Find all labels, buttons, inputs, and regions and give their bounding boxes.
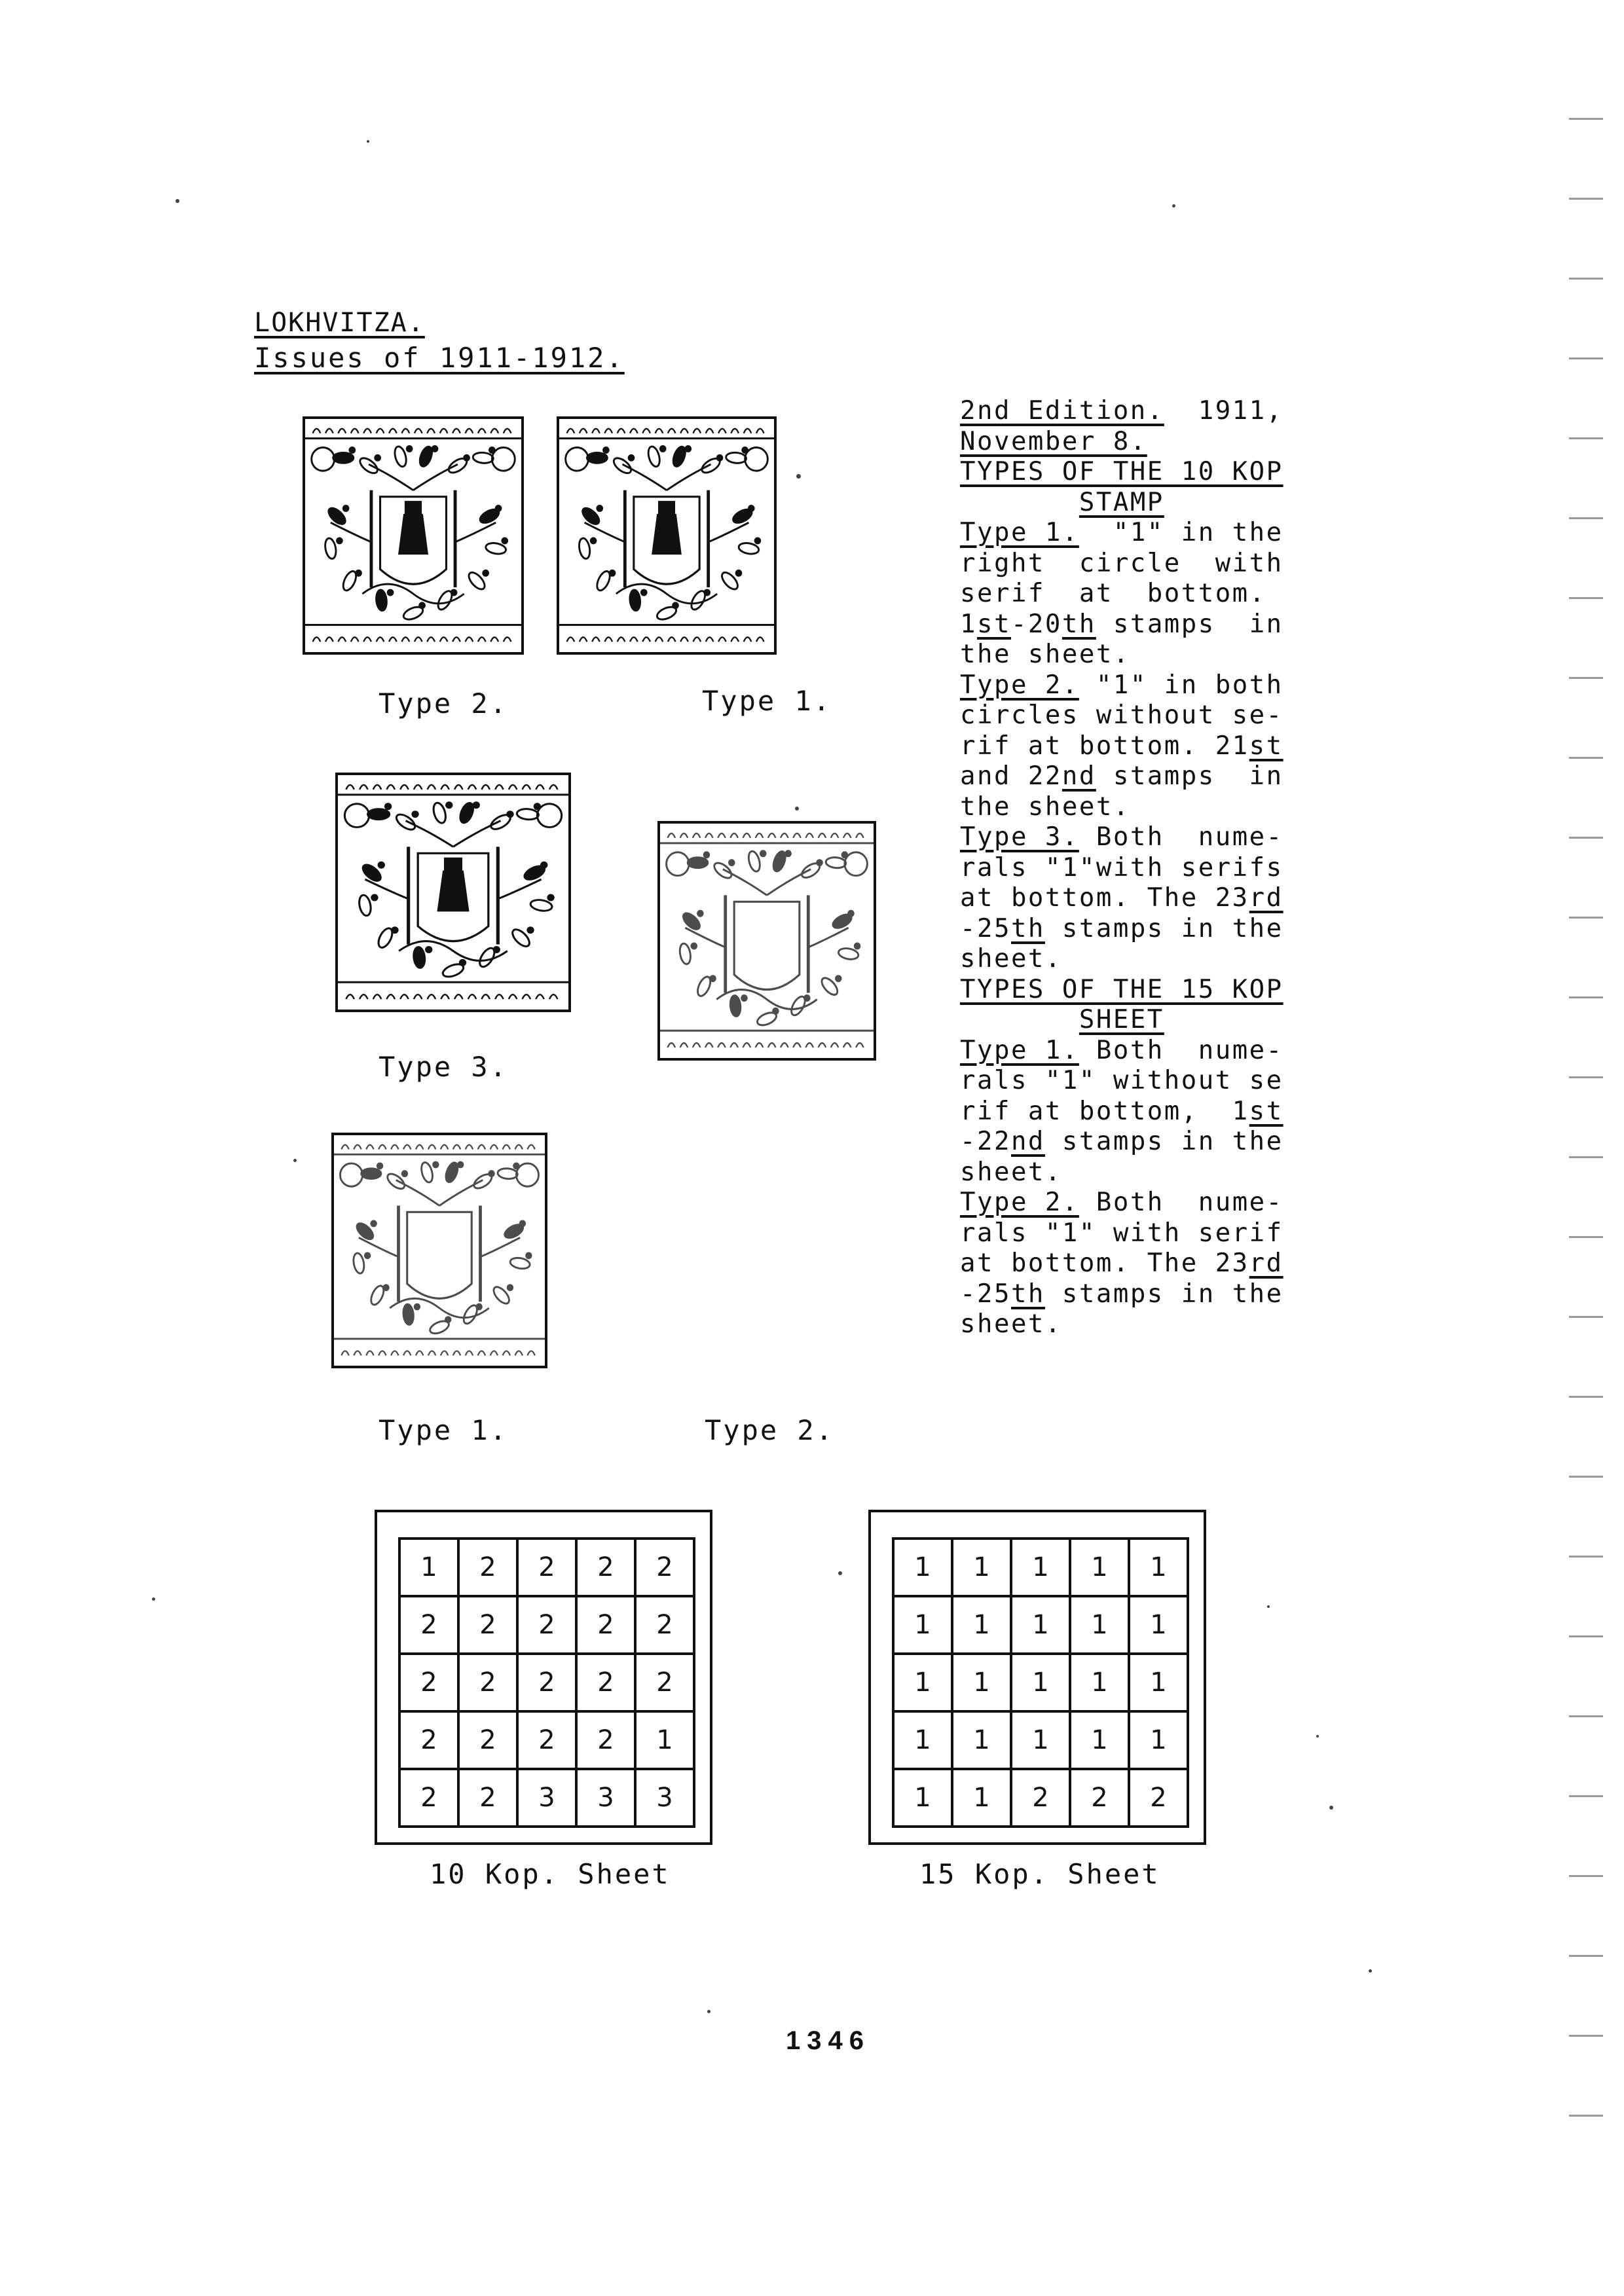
binder-edge-mark [1569,996,1603,998]
description-text: circles without se- [960,701,1283,730]
sheet-cell: 1 [893,1711,952,1769]
description-text: stamps in [1096,761,1283,791]
description-text: November 8. [960,426,1147,456]
section-subtitle: Issues of 1911-1912. [254,342,625,374]
scan-speck [1267,1605,1270,1608]
sheet-cell: 1 [1011,1711,1070,1769]
description-text: at bottom. The 23 [960,883,1249,913]
scan-speck [796,474,801,479]
sheet-cell: 1 [893,1769,952,1827]
scan-speck [293,1159,297,1162]
stamp-15kop-type2 [657,821,876,1061]
stamp-engraving [305,419,521,652]
sheet-cell: 2 [1011,1769,1070,1827]
description-line [960,1218,1314,1249]
sheet-cell: 1 [1011,1539,1070,1596]
sheet-cell: 2 [576,1596,635,1654]
description-line [960,731,1314,762]
stamp-caption: Type 2. [705,1414,835,1446]
section-title: LOKHVITZA. [254,308,425,338]
stamp-caption: Type 1. [378,1414,509,1446]
description-line [960,640,1314,670]
description-text: right circle with [960,548,1283,578]
scan-speck [152,1597,155,1601]
sheet-row [893,1539,1188,1596]
binder-edge-mark [1569,1316,1603,1318]
description-text: TYPES OF THE 10 KOP [960,457,1283,486]
description-text: st [976,609,1011,639]
sheet-cell: 1 [952,1769,1011,1827]
description-text: Type 2. [960,1188,1079,1217]
sheet-cell: 2 [635,1596,694,1654]
binder-edge-mark [1569,677,1603,679]
description-line [960,1127,1314,1157]
sheet-cell: 2 [458,1596,517,1654]
sheet-cell: 1 [1129,1539,1188,1596]
sheet-cell: 1 [1070,1596,1129,1654]
description-line [960,549,1314,579]
sheet-cell: 1 [1070,1711,1129,1769]
stamp-15kop-type1 [331,1133,547,1368]
sheet-cell: 2 [576,1711,635,1769]
sheet-cell: 2 [399,1711,458,1769]
description-text: nd [1010,1127,1045,1156]
description-line [960,579,1314,610]
description-line [960,1157,1314,1188]
sheet-cell: 2 [576,1539,635,1596]
description-text: rals "1" with serif [960,1218,1283,1248]
description-text: rif at bottom. 21 [960,731,1249,761]
description-text: rals "1" without se [960,1066,1283,1095]
sheet-cell: 2 [458,1769,517,1827]
description-line [960,822,1314,853]
sheet-cell: 1 [1011,1654,1070,1711]
description-line [960,883,1314,914]
sheet-cell: 1 [952,1711,1011,1769]
description-line [960,914,1314,945]
sheet-cell: 2 [517,1711,576,1769]
description-line [960,610,1314,640]
scan-speck [1172,204,1175,208]
binder-edge-mark [1569,757,1603,759]
description-line [960,1248,1314,1279]
binder-edge-mark [1569,2115,1603,2117]
description-text: rd [1249,1248,1283,1278]
description-text: Both nume- [1079,822,1283,852]
description-text: and 22 [960,761,1062,791]
binder-edge-mark [1569,837,1603,839]
description-text: -22 [960,1127,1011,1156]
sheet-cell: 1 [952,1654,1011,1711]
binder-edge-mark [1569,1635,1603,1637]
sheet-cell: 2 [517,1596,576,1654]
description-line [960,1036,1314,1066]
binder-edge-mark [1569,437,1603,439]
description-line [960,1188,1314,1218]
sheet-row [399,1654,694,1711]
sheet-cell: 2 [1129,1769,1188,1827]
description-text: stamps in the [1044,1279,1283,1309]
description-text: Both nume- [1079,1035,1283,1065]
description-text: st [1249,731,1283,761]
sheet-cell: 2 [458,1539,517,1596]
sheet-cell: 1 [952,1596,1011,1654]
binder-edge-mark [1569,1396,1603,1398]
sheet-label-10kop: 10 Kop. Sheet [430,1858,671,1890]
description-text: the sheet. [960,640,1130,669]
description-line [960,1279,1314,1310]
description-text: stamps in the [1044,1127,1283,1156]
description-text: sheet. [960,1157,1062,1187]
description-text: Type 1. [960,1035,1079,1065]
description-line [960,944,1314,975]
sheet-cell: 1 [893,1539,952,1596]
description-line [960,518,1314,549]
stamp-caption: Type 2. [378,687,509,720]
page-number: 1346 [786,2026,870,2055]
binder-edge-mark [1569,517,1603,519]
sheet-row [893,1596,1188,1654]
binder-edge-mark [1569,1795,1603,1797]
sheet-grid-15kop [892,1537,1189,1828]
sheet-row [893,1654,1188,1711]
description-text: -20 [1010,609,1062,639]
description-text: "1" in both [1079,670,1283,700]
sheet-cell: 2 [458,1711,517,1769]
sheet-cell: 3 [576,1769,635,1827]
scan-speck [795,807,799,811]
scan-speck [707,2010,710,2013]
sheet-cell: 2 [635,1539,694,1596]
description-line [960,761,1314,792]
scan-speck [1316,1735,1319,1738]
binder-edge-mark [1569,1156,1603,1158]
sheet-cell: 1 [1070,1654,1129,1711]
description-text: rals "1"with serifs [960,852,1283,883]
binder-edge-mark [1569,1236,1603,1238]
description-line [960,853,1314,884]
sheet-row [399,1539,694,1596]
stamp-engraving [334,1135,545,1366]
description-text: at bottom. The 23 [960,1248,1249,1278]
scan-speck [367,140,369,143]
sheet-row [893,1711,1188,1769]
stamp-10kop-type2 [303,416,524,655]
sheet-cell: 1 [635,1711,694,1769]
description-line [960,670,1314,701]
sheet-row [893,1769,1188,1827]
sheet-cell: 2 [1070,1769,1129,1827]
scan-speck [1369,1969,1372,1973]
binder-edge-mark [1569,597,1603,599]
description-text: sheet. [960,944,1062,974]
sheet-cell: 2 [576,1654,635,1711]
sheet-cell: 1 [1070,1539,1129,1596]
description-line [960,488,1314,519]
sheet-cell: 1 [893,1596,952,1654]
description-text: Type 1. [960,518,1079,547]
sheet-cell: 1 [952,1539,1011,1596]
sheet-cell: 3 [517,1769,576,1827]
sheet-row [399,1596,694,1654]
binder-edge-mark [1569,198,1603,200]
binder-edge-mark [1569,1955,1603,1957]
scan-speck [1329,1806,1333,1810]
stamp-10kop-type1 [557,416,777,655]
stamp-caption: Type 1. [702,685,832,717]
description-line [960,1066,1314,1097]
description-text: serif at bottom. [960,579,1266,608]
scan-speck [838,1571,842,1575]
binder-edge-mark [1569,2035,1603,2037]
description-text: th [1061,609,1096,639]
binder-edge-mark [1569,357,1603,359]
binder-edge-mark [1569,1875,1603,1877]
sheet-cell: 1 [1129,1654,1188,1711]
description-text: Type 2. [960,670,1079,700]
stamp-engraving [660,824,874,1058]
description-text: sheet. [960,1309,1062,1339]
description-text: Type 3. [960,822,1079,852]
binder-edge-mark [1569,1076,1603,1078]
description-text: SHEET [1079,1005,1164,1034]
description-text: nd [1061,761,1096,791]
description-line [960,427,1314,458]
stamp-caption: Type 3. [378,1051,509,1083]
sheet-cell: 2 [399,1654,458,1711]
sheet-cell: 2 [635,1654,694,1711]
description-text: rif at bottom, 1 [960,1096,1249,1126]
description-line [960,1097,1314,1127]
description-text: -25 [960,913,1011,943]
description-line [960,975,1314,1006]
sheet-cell: 2 [399,1769,458,1827]
binder-edge-mark [1569,917,1603,919]
description-text: the sheet. [960,792,1130,822]
sheet-row [399,1769,694,1827]
stamp-10kop-type3 [335,773,571,1012]
sheet-grid-10kop [398,1537,695,1828]
edition-description [960,396,1314,1340]
sheet-cell: 1 [399,1539,458,1596]
description-line [960,1309,1314,1340]
description-line [960,457,1314,488]
sheet-cell: 1 [1129,1596,1188,1654]
binder-edge-mark [1569,1715,1603,1717]
binder-edge-mark [1569,278,1603,280]
sheet-row [399,1711,694,1769]
description-text: -25 [960,1279,1011,1309]
description-text: st [1249,1096,1283,1126]
description-text: rd [1249,883,1283,913]
sheet-cell: 3 [635,1769,694,1827]
description-text: 2nd Edition. [960,396,1164,426]
description-text: STAMP [1079,487,1164,517]
sheet-cell: 1 [1011,1596,1070,1654]
sheet-cell: 2 [458,1654,517,1711]
stamp-engraving [559,419,774,652]
description-line [960,792,1314,823]
description-line [960,1005,1314,1036]
description-line [960,701,1314,731]
scan-speck [175,199,179,203]
description-line [960,396,1314,427]
description-text: th [1010,913,1045,943]
description-text [960,1005,1079,1034]
binder-edge-mark [1569,1556,1603,1558]
description-text: stamps in [1096,609,1283,639]
binder-edge-mark [1569,118,1603,120]
binder-edge-mark [1569,1476,1603,1478]
description-text: "1" in the [1079,518,1283,547]
sheet-cell: 1 [1129,1711,1188,1769]
description-text: 1 [960,609,977,639]
description-text [960,488,1079,517]
stamp-engraving [338,775,568,1010]
description-text: TYPES OF THE 15 KOP [960,974,1283,1004]
sheet-cell: 2 [517,1539,576,1596]
description-text: Both nume- [1079,1188,1283,1217]
sheet-cell: 1 [893,1654,952,1711]
description-text: 1911, [1164,396,1283,426]
sheet-label-15kop: 15 Kop. Sheet [919,1858,1160,1890]
description-text: th [1010,1279,1045,1309]
sheet-cell: 2 [517,1654,576,1711]
description-text: stamps in the [1044,913,1283,943]
sheet-cell: 2 [399,1596,458,1654]
